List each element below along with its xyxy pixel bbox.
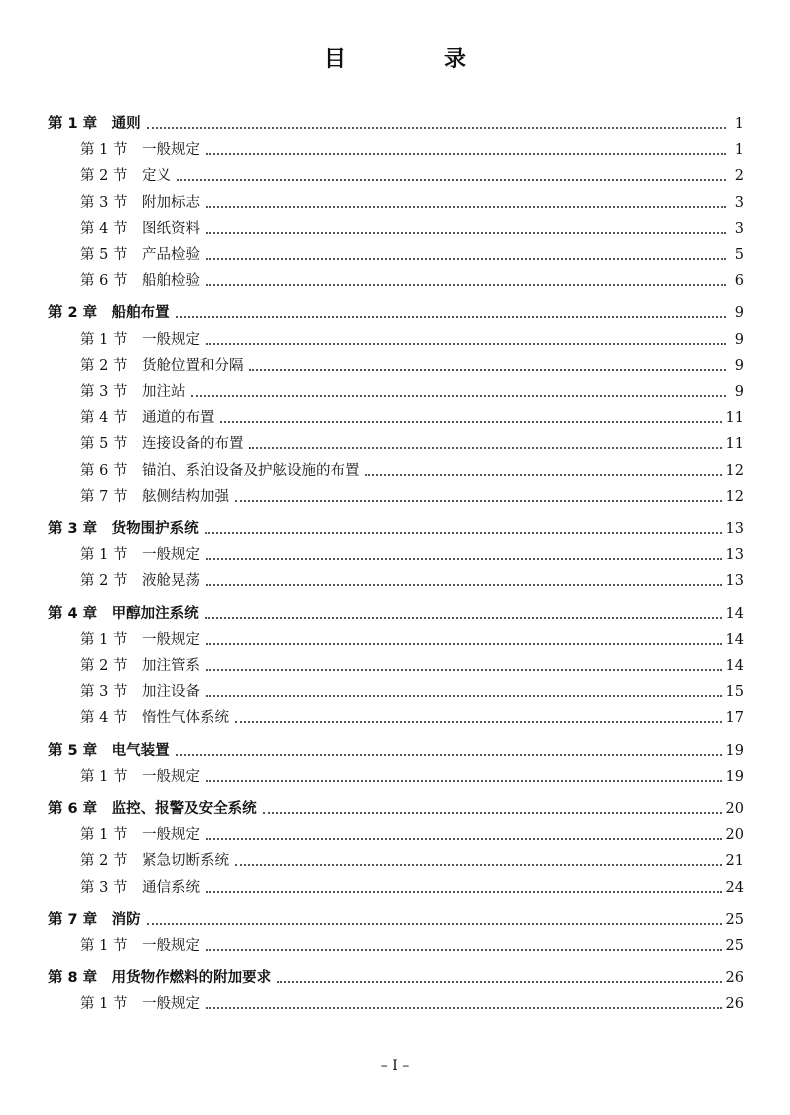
toc-entry-label: 第 2 节 定义: [80, 168, 171, 184]
toc-section-entry[interactable]: [80, 824, 744, 846]
toc-entry-page-number: 26: [725, 970, 744, 986]
toc-section-entry[interactable]: [80, 707, 744, 729]
dot-leader: [277, 981, 721, 983]
toc-entry-page-number: 6: [734, 273, 744, 289]
toc-entry-page-number: 9: [734, 305, 744, 321]
toc-entry-page-number: 20: [725, 827, 744, 843]
toc-entry-label: 第 4 节 惰性气体系统: [80, 710, 229, 726]
toc-section-entry[interactable]: [80, 218, 744, 240]
toc-entry-page-number: 17: [725, 710, 744, 726]
toc-entry-page-number: 9: [734, 358, 744, 374]
toc-chapter-entry[interactable]: [48, 909, 744, 931]
toc-section-entry[interactable]: [80, 165, 744, 187]
dot-leader: [206, 780, 722, 782]
dot-leader: [206, 891, 722, 893]
toc-entry-page-number: 15: [725, 684, 744, 700]
toc-section-entry[interactable]: [80, 850, 744, 872]
toc-entry-page-number: 12: [725, 489, 744, 505]
toc-section-entry[interactable]: [80, 244, 744, 266]
toc-entry-page-number: 24: [725, 880, 744, 896]
toc-section-entry[interactable]: [80, 381, 744, 403]
toc-chapter-entry[interactable]: [48, 518, 744, 540]
dot-leader: [249, 447, 721, 449]
toc-chapter-entry[interactable]: [48, 798, 744, 820]
page-number-footer: – I –: [380, 1058, 410, 1074]
dot-leader: [206, 695, 722, 697]
toc-section-entry[interactable]: [80, 766, 744, 788]
toc-entry-page-number: 25: [725, 912, 744, 928]
toc-entry-page-number: 11: [725, 410, 744, 426]
toc-entry-label: 第 1 节 一般规定: [80, 996, 200, 1012]
dot-leader: [206, 284, 726, 286]
dot-leader: [206, 558, 722, 560]
toc-entry-page-number: 2: [734, 168, 744, 184]
toc-entry-label: 第 6 节 船舶检验: [80, 273, 200, 289]
toc-entry-page-number: 1: [734, 116, 744, 132]
toc-chapter-entry[interactable]: [48, 302, 744, 324]
toc-entry-page-number: 21: [725, 853, 744, 869]
toc-section-entry[interactable]: [80, 139, 744, 161]
dot-leader: [147, 923, 722, 925]
toc-section-entry[interactable]: [80, 993, 744, 1015]
toc-entry-label: 第 6 章 监控、报警及安全系统: [48, 801, 257, 817]
toc-section-entry[interactable]: [80, 544, 744, 566]
dot-leader: [176, 316, 726, 318]
dot-leader: [206, 643, 722, 645]
toc-entry-page-number: 14: [725, 606, 744, 622]
toc-entry-label: 第 5 节 产品检验: [80, 247, 200, 263]
toc-entry-label: 第 1 节 一般规定: [80, 332, 200, 348]
toc-entry-label: 第 7 章 消防: [48, 912, 141, 928]
toc-entry-page-number: 19: [725, 769, 744, 785]
toc-section-entry[interactable]: [80, 460, 744, 482]
dot-leader: [220, 421, 721, 423]
toc-entry-label: 第 1 章 通则: [48, 116, 141, 132]
toc-entry-label: 第 4 节 通道的布置: [80, 410, 215, 426]
toc-entry-label: 第 4 节 图纸资料: [80, 221, 200, 237]
toc-entry-page-number: 26: [725, 996, 744, 1012]
dot-leader: [206, 669, 722, 671]
toc-entry-label: 第 1 节 一般规定: [80, 827, 200, 843]
toc-entry-page-number: 9: [734, 384, 744, 400]
dot-leader: [206, 206, 726, 208]
toc-entry-label: 第 3 节 加注设备: [80, 684, 200, 700]
toc-entry-label: 第 2 节 货舱位置和分隔: [80, 358, 244, 374]
page-title: 目 录: [323, 47, 504, 72]
toc-entry-label: 第 7 节 舷侧结构加强: [80, 489, 229, 505]
dot-leader: [176, 754, 722, 756]
toc-section-entry[interactable]: [80, 329, 744, 351]
toc-section-entry[interactable]: [80, 433, 744, 455]
toc-entry-label: 第 3 章 货物围护系统: [48, 521, 199, 537]
toc-entry-label: 第 1 节 一般规定: [80, 632, 200, 648]
toc-section-entry[interactable]: [80, 407, 744, 429]
toc-entry-page-number: 14: [725, 658, 744, 674]
dot-leader: [206, 949, 722, 951]
dot-leader: [235, 500, 722, 502]
dot-leader: [235, 721, 722, 723]
toc-entry-label: 第 4 章 甲醇加注系统: [48, 606, 199, 622]
toc-entry-label: 第 8 章 用货物作燃料的附加要求: [48, 970, 272, 986]
toc-section-entry[interactable]: [80, 486, 744, 508]
dot-leader: [177, 179, 726, 181]
toc-entry-page-number: 11: [725, 436, 744, 452]
toc-section-entry[interactable]: [80, 655, 744, 677]
toc-section-entry[interactable]: [80, 877, 744, 899]
dot-leader: [206, 838, 722, 840]
toc-entry-label: 第 1 节 一般规定: [80, 547, 200, 563]
toc-entry-page-number: 12: [725, 463, 744, 479]
dot-leader: [205, 532, 722, 534]
toc-section-entry[interactable]: [80, 355, 744, 377]
toc-section-entry[interactable]: [80, 270, 744, 292]
toc-entry-label: 第 2 章 船舶布置: [48, 305, 170, 321]
toc-entry-page-number: 9: [734, 332, 744, 348]
toc-section-entry[interactable]: [80, 192, 744, 214]
toc-chapter-entry[interactable]: [48, 967, 744, 989]
dot-leader: [191, 395, 726, 397]
toc-section-entry[interactable]: [80, 681, 744, 703]
toc-entry-label: 第 6 节 锚泊、系泊设备及护舷设施的布置: [80, 463, 360, 479]
dot-leader: [206, 232, 726, 234]
dot-leader: [365, 474, 721, 476]
toc-entry-page-number: 3: [734, 195, 744, 211]
toc-section-entry[interactable]: [80, 935, 744, 957]
toc-entry-page-number: 5: [734, 247, 744, 263]
toc-chapter-entry[interactable]: [48, 740, 744, 762]
toc-entry-page-number: 3: [734, 221, 744, 237]
toc-entry-page-number: 13: [725, 573, 744, 589]
toc-entry-page-number: 1: [734, 142, 744, 158]
toc-entry-label: 第 3 节 附加标志: [80, 195, 200, 211]
dot-leader: [249, 369, 726, 371]
toc-entry-page-number: 19: [725, 743, 744, 759]
toc-entry-label: 第 1 节 一般规定: [80, 938, 200, 954]
dot-leader: [206, 258, 726, 260]
toc-entry-label: 第 2 节 加注管系: [80, 658, 200, 674]
dot-leader: [235, 864, 722, 866]
dot-leader: [263, 812, 722, 814]
toc-section-entry[interactable]: [80, 629, 744, 651]
toc-entry-page-number: 14: [725, 632, 744, 648]
dot-leader: [206, 1007, 722, 1009]
toc-entry-page-number: 13: [725, 547, 744, 563]
toc-entry-page-number: 13: [725, 521, 744, 537]
toc-entry-label: 第 2 节 液舱晃荡: [80, 573, 200, 589]
toc-entry-page-number: 25: [725, 938, 744, 954]
toc-entry-label: 第 2 节 紧急切断系统: [80, 853, 229, 869]
toc-section-entry[interactable]: [80, 570, 744, 592]
toc-chapter-entry[interactable]: [48, 113, 744, 135]
toc-entry-label: 第 3 节 通信系统: [80, 880, 200, 896]
toc-entry-page-number: 20: [725, 801, 744, 817]
dot-leader: [206, 584, 722, 586]
toc-entry-label: 第 3 节 加注站: [80, 384, 186, 400]
dot-leader: [206, 343, 726, 345]
dot-leader: [205, 617, 722, 619]
toc-chapter-entry[interactable]: [48, 603, 744, 625]
toc-entry-label: 第 5 节 连接设备的布置: [80, 436, 244, 452]
dot-leader: [206, 153, 726, 155]
dot-leader: [147, 127, 726, 129]
toc-entry-label: 第 5 章 电气装置: [48, 743, 170, 759]
toc-entry-label: 第 1 节 一般规定: [80, 769, 200, 785]
toc-entry-label: 第 1 节 一般规定: [80, 142, 200, 158]
